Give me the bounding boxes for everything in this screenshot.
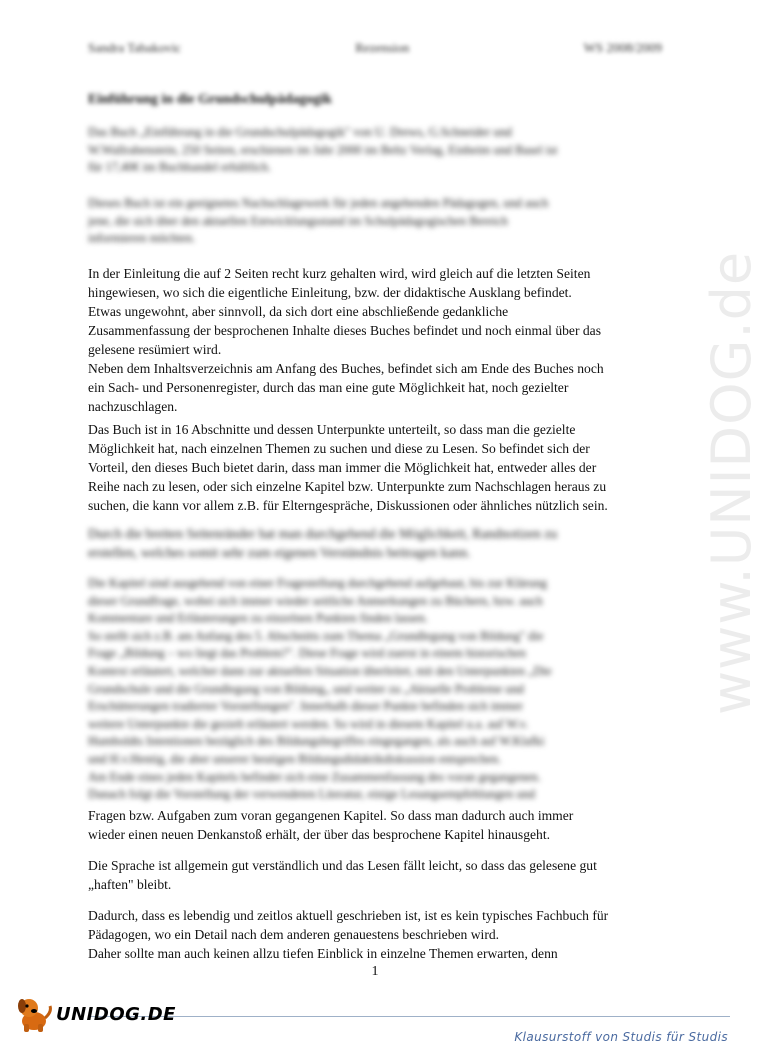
text-line: erstellen, welches somit sehr zum eigenen Verständnis beitragen kann. xyxy=(88,545,471,560)
paragraph-chapters-end xyxy=(88,806,664,844)
text-line: für 17,40€ im Buchhandel erhältlich. xyxy=(88,160,272,175)
text-line: informieren möchten. xyxy=(88,231,196,246)
text-line: suchen, die kann vor allem z.B. für Elterngespräche, Diskussionen oder ähnliches nützlich sein. xyxy=(88,498,608,513)
header-doc-type: Rezension xyxy=(355,40,410,55)
text-line: Am Ende eines jeden Kapitels befindet sich eine Zusammenfassung des voran gegangenen. xyxy=(88,769,541,784)
text-line: Neben dem Inhaltsverzeichnis am Anfang des Buches, befindet sich am Ende des Buches noch xyxy=(88,361,604,376)
text-line: Möglichkeit hat, nach einzelnen Themen zu suchen und diese zu Lesen. So befindet sich der xyxy=(88,441,590,456)
text-line: Reihe nach zu lesen, oder sich einzelne Kapitel bzw. Unterpunkte zum Nachschlagen heraus zu xyxy=(88,479,607,494)
text-line: und H.v.Hentig, die aber unserer heutigen Bildungsdidaktikdiskussion entsprechen. xyxy=(88,751,502,766)
text-line: Kommentare und Erläuterungen zu einzelnen Punkten finden lassen. xyxy=(88,611,428,626)
paragraph-audience xyxy=(88,195,664,248)
text-line: Erschütterungen tradierter Vorstellungen". Innerhalb dieser Punkte befinden sich immer xyxy=(88,699,524,714)
text-line: ein Sach- und Personenregister, durch das man eine gute Möglichkeit hat, noch gezielter xyxy=(88,380,569,395)
page-header xyxy=(88,40,662,56)
paragraph-book-info xyxy=(88,124,664,177)
text-line: So stellt sich z.B. am Anfang des 5. Abschnitts zum Thema „Grundlegung von Bildung" die xyxy=(88,628,544,643)
header-author: Sandra Tabakovic xyxy=(88,40,182,55)
text-line: Die Sprache ist allgemein gut verständlich und das Lesen fällt leicht, so dass das gelesene gut xyxy=(88,858,597,873)
paragraph-chapters xyxy=(88,575,664,804)
text-line: Dieses Buch ist ein geeignetes Nachschlagewerk für jeden angehenden Pädagogen, und auch xyxy=(88,196,549,210)
text-line: Dadurch, dass es lebendig und zeitlos aktuell geschrieben ist, ist es kein typisches Fachbuch für xyxy=(88,908,609,923)
paragraph-language xyxy=(88,856,664,894)
watermark: www.UNIDOG.de xyxy=(700,250,763,715)
paragraph-style xyxy=(88,906,664,963)
text-line: Danach folgt die Vorstellung der verwendeten Literatur, einige Lesungsempfehlungen und xyxy=(88,787,536,802)
text-line: Zusammenfassung der besprochenen Inhalte dieses Buches befindet und noch einmal über das xyxy=(88,323,602,338)
text-line: W.Wallrabenstein, 250 Seiten, erschienen im Jahr 2000 im Beltz Verlag, Einheim und Basel ist xyxy=(88,142,558,157)
footer-slogan: Klausurstoff von Studis für Studis xyxy=(514,1030,728,1044)
text-line: Das Buch ist in 16 Abschnitte und dessen Unterpunkte unterteilt, so dass man die gezielte xyxy=(88,422,576,437)
text-line: In der Einleitung die auf 2 Seiten recht kurz gehalten wird, wird gleich auf die letzten Seiten xyxy=(88,266,591,281)
page-number: 1 xyxy=(371,964,379,979)
text-line: jene, die sich über den aktuellen Entwicklungsstand im Schulpädagogischen Bereich xyxy=(88,213,508,228)
text-line: Durch die breiten Seitenränder hat man durchgehend die Möglichkeit, Randnotizen zu xyxy=(88,526,558,541)
document-title: Einführung in die Grundschulpädagogik xyxy=(88,92,332,107)
text-line: Pädagogen, wo ein Detail nach dem anderen genauestens beschrieben wird. xyxy=(88,927,500,942)
text-line: Fragen bzw. Aufgaben zum voran gegangenen Kapitel. So dass man dadurch auch immer xyxy=(88,808,574,823)
header-semester: WS 2008/2009 xyxy=(583,40,662,55)
text-line: Daher sollte man auch keinen allzu tiefen Einblick in einzelne Themen erwarten, denn xyxy=(88,946,558,961)
unidog-logo[interactable] xyxy=(12,992,176,1036)
text-line: nachzuschlagen. xyxy=(88,399,178,414)
text-line: dieser Grundfrage, wobei sich immer wieder seitliche Anmerkungen zu Büchern, bzw. auch xyxy=(88,593,543,608)
text-line: Die Kapitel sind ausgehend von einer Fragestellung durchgehend aufgebaut, bis zur Klärung xyxy=(88,576,548,590)
text-line: „haften" bleibt. xyxy=(88,877,172,892)
dog-mascot-icon xyxy=(12,994,54,1034)
text-line: Frage „Bildung – wo liegt das Problem?". Diese Frage wird zuerst in einem historischen xyxy=(88,646,526,661)
paragraph-margins xyxy=(88,524,664,562)
text-line: Kontext erläutert, welcher dann zur aktuellen Situation überleitet, mit den Unterpunkten „Die xyxy=(88,663,552,678)
paragraph-structure xyxy=(88,420,664,515)
logo-text: UNIDOG.DE xyxy=(56,1003,176,1025)
text-line: wieder einen neuen Denkanstoß erhält, der über das besprochene Kapitel hinausgeht. xyxy=(88,827,551,842)
text-line: Etwas ungewohnt, aber sinnvoll, da sich dort eine abschließende gedankliche xyxy=(88,304,509,319)
text-line: Humboldts Intentionen bezüglich des Bildungsbegriffes eingegangen, als auch auf W.Klafki xyxy=(88,734,545,749)
text-line: gelesene resümiert wird. xyxy=(88,342,222,357)
paragraph-introduction xyxy=(88,264,664,416)
footer-divider xyxy=(90,1016,730,1017)
text-line: Das Buch „Einführung in die Grundschulpädagogik" von U. Drews, G.Schneider und xyxy=(88,125,512,139)
text-line: Grundschule und die Grundlegung von Bildung„ und weiter zu „Aktuelle Probleme und xyxy=(88,681,524,696)
text-line: Vorteil, den dieses Buch bietet darin, dass man immer die Möglichkeit hat, entweder alles der xyxy=(88,460,597,475)
text-line: hingewiesen, wo sich die eigentliche Einleitung, bzw. der didaktische Ausklang befindet. xyxy=(88,285,572,300)
text-line: weitere Unterpunkte die gezielt erläutert werden. So wird in diesem Kapitel u.a. auf W.v. xyxy=(88,716,529,731)
